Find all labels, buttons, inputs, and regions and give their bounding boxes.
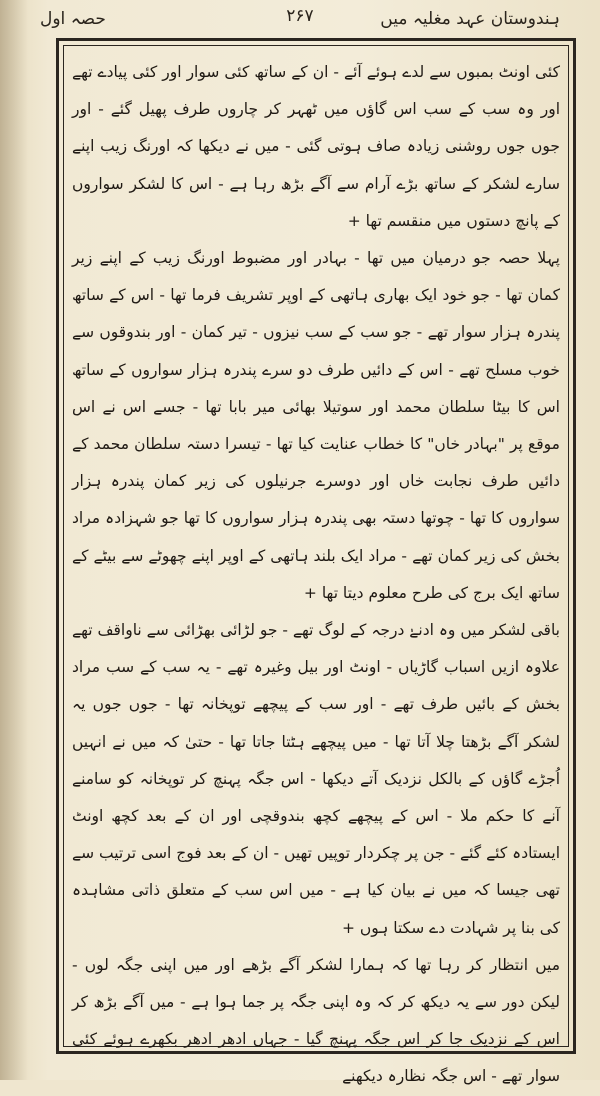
- binding-shadow: [0, 0, 28, 1080]
- page-number: ۲۶۷: [286, 6, 314, 26]
- paragraph-1: کئی اونٹ بمبوں سے لدے ہوئے آئے - ان کے ساتھ کئی سوار اور کئی پیادے تھے اور وہ سب کے سب اس گاؤں میں ٹھہر کر چاروں طرف پھیل گئے - اور جوں جوں روشنی زیادہ صاف ہوتی گئی - میں نے دیکھا کہ اورنگ زیب اپنے سارے لشکر کے ساتھ بڑے آرام سے آگے بڑھ رہا ہے - اس کا لشکر سواروں کے پانچ دستوں میں منقسم تھا +: [72, 63, 560, 230]
- paragraph-2: پہلا حصہ جو درمیان میں تھا - بہادر اور مضبوط اورنگ زیب کے اپنے زیر کمان تھا - جو خود ایک بھاری ہاتھی کے اوپر تشریف فرما تھا - اس کے ساتھ پندرہ ہزار سوار تھے - جو سب کے سب نیزوں - تیر کمان - اور بندوقوں سے خوب مسلح تھے - اس کے دائیں طرف دو سرے پندرہ ہزار سواروں کے ساتھ اس کا بیٹا سلطان محمد اور سوتیلا بھائی میر بابا تھا - جسے اس نے اس موقع پر "بہادر خاں" کا خطاب عنایت کیا تھا - تیسرا دستہ سلطان محمد کے دائیں طرف نجابت خاں اور دوسرے جرنیلوں کی زیر کمان پندرہ ہزار سواروں کا تھا - چوتھا دستہ بھی پندرہ ہزار سواروں کا تھا جو شہزادہ مراد بخش کی زیر کمان تھے - مراد ایک بلند ہاتھی کے اوپر اپنے چھوٹے سے بیٹے کے ساتھ ایک برج کی طرح معلوم دیتا تھا +: [72, 249, 560, 602]
- paragraph-3: باقی لشکر میں وہ ادنےٰ درجہ کے لوگ تھے - جو لڑائی بھڑائی سے ناواقف تھے علاوہ ازیں اسباب گاڑیاں - اونٹ اور بیل وغیرہ تھے - یہ سب کے سب مراد بخش کے بائیں طرف تھے - اور سب کے پیچھے توپخانہ تھا - جوں جوں یہ لشکر آگے بڑھتا چلا آتا تھا - میں پیچھے ہٹتا جاتا تھا - حتیٰ کہ میں نے انہیں اُجڑے گاؤں کے بالکل نزدیک آتے دیکھا - اس جگہ پہنچ کر توپخانہ کو سامنے آنے کا حکم ملا - اس کے پیچھے کچھ بندوقچی اور ان کے بعد کچھ اونٹ ایستادہ کئے گئے - جن پر چکردار توپیں تھیں - ان کے بعد فوج اسی ترتیب سے تھی جیسا کہ میں نے بیان کیا ہے - میں اس سب کے متعلق ذاتی مشاہدہ کی بنا پر شہادت دے سکتا ہوں +: [72, 621, 560, 937]
- running-header: [40, 6, 560, 34]
- book-title: ہندوستان عہد مغلیہ میں: [380, 9, 560, 29]
- body-text: [72, 54, 560, 1086]
- paragraph-4: میں انتظار کر رہا تھا کہ ہمارا لشکر آگے بڑھے اور میں اپنی جگہ لوں - لیکن دور سے یہ دیکھ کر کہ وہ اپنی جگہ پر جما ہوا ہے - میں آگے بڑھ کر اس کے نزدیک جا کر اس جگہ پہنچ گیا - جہاں ادھر ادھر بکھرے ہوئے کئی سوار تھے - اس جگہ نظارہ دیکھنے: [72, 955, 560, 1086]
- section-label: حصہ اول: [40, 9, 106, 29]
